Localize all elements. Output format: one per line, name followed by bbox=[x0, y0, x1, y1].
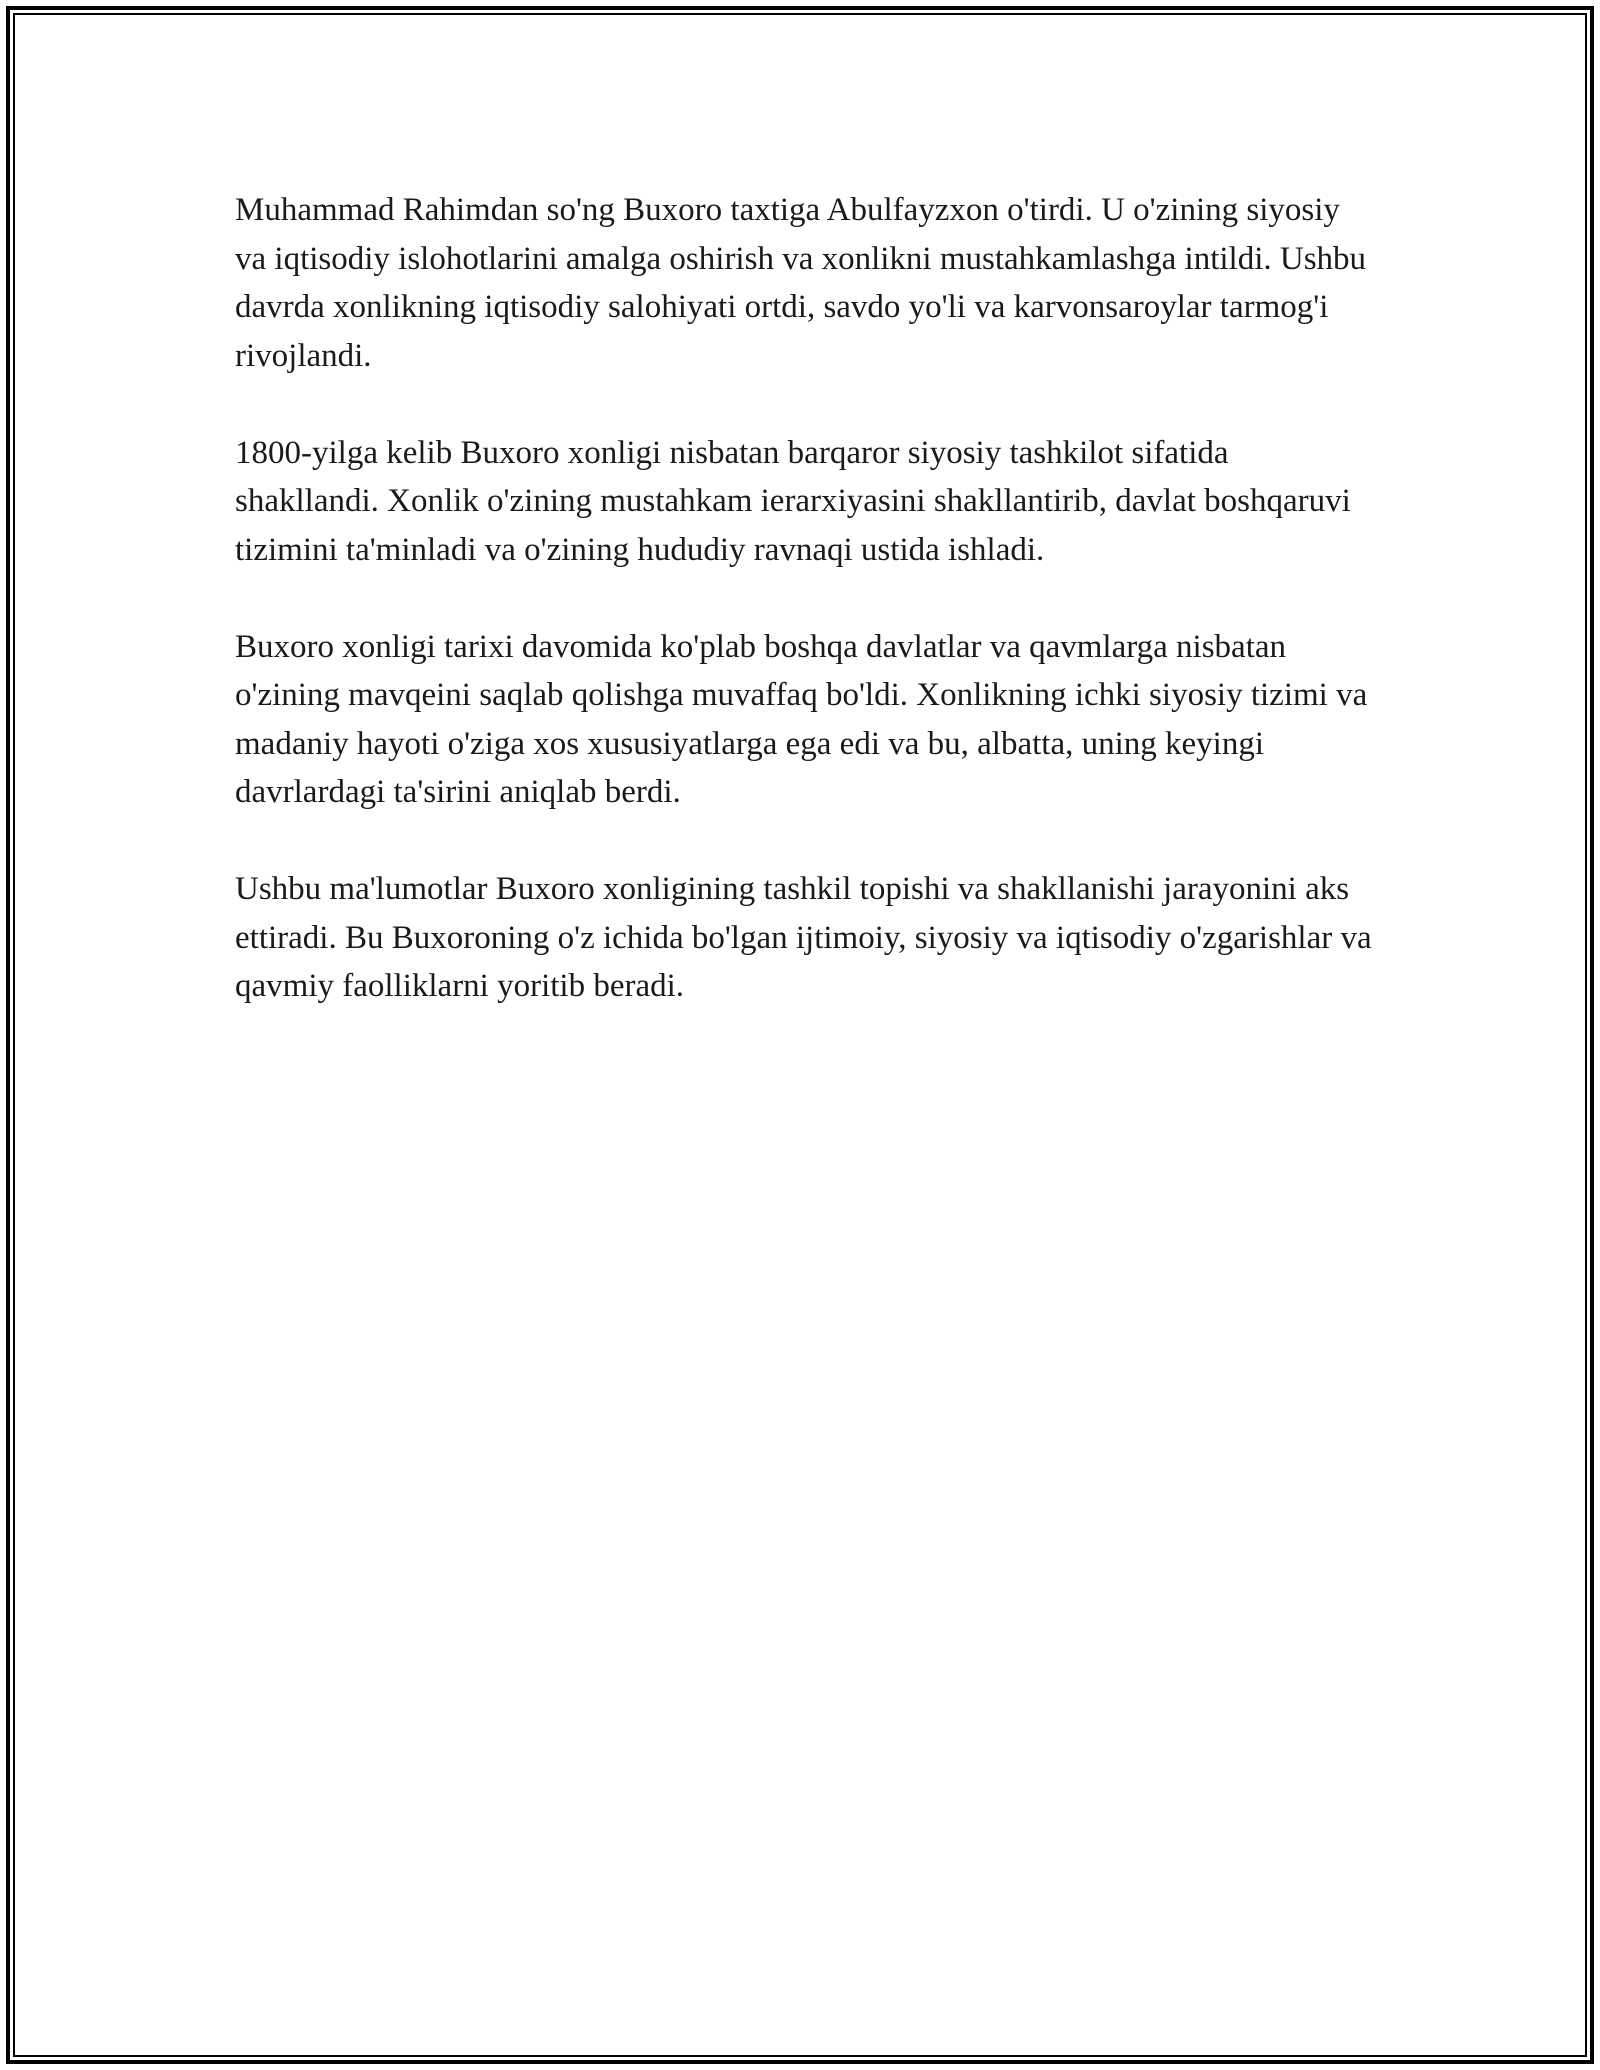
document-body bbox=[235, 186, 1375, 1059]
paragraph-1: Muhammad Rahimdan so'ng Buxoro taxtiga Abulfayzxon o'tirdi. U o'zining siyosiy va iqtisodiy islohotlarini amalga oshirish va xonlikni mustahkamlashga intildi. Ushbu davrda xonlikning iqtisodiy salohiyati ortdi, savdo yo'li va karvonsaroylar tarmog'i rivojlandi. bbox=[235, 192, 1367, 374]
paragraph-3: Buxoro xonligi tarixi davomida ko'plab boshqa davlatlar va qavmlarga nisbatan o'zining mavqeini saqlab qolishga muvaffaq bo'ldi. Xonlikning ichki siyosiy tizimi va madaniy hayoti o'ziga xos xususiyatlarga ega edi va bu, albatta, uning keyingi davrlardagi ta'sirini aniqlab berdi. bbox=[235, 628, 1368, 810]
paragraph-2: 1800-yilga kelib Buxoro xonligi nisbatan barqaror siyosiy tashkilot sifatida shakllandi. Xonlik o'zining mustahkam ierarxiyasini shakllantirib, davlat boshqaruvi tizimini ta'minladi va o'zining hududiy ravnaqi ustida ishladi. bbox=[235, 434, 1351, 568]
paragraph-4: Ushbu ma'lumotlar Buxoro xonligining tashkil topishi va shakllanishi jarayonini aks ettiradi. Bu Buxoroning o'z ichida bo'lgan ijtimoiy, siyosiy va iqtisodiy o'zgarishlar va qavmiy faolliklarni yoritib beradi. bbox=[235, 871, 1372, 1004]
